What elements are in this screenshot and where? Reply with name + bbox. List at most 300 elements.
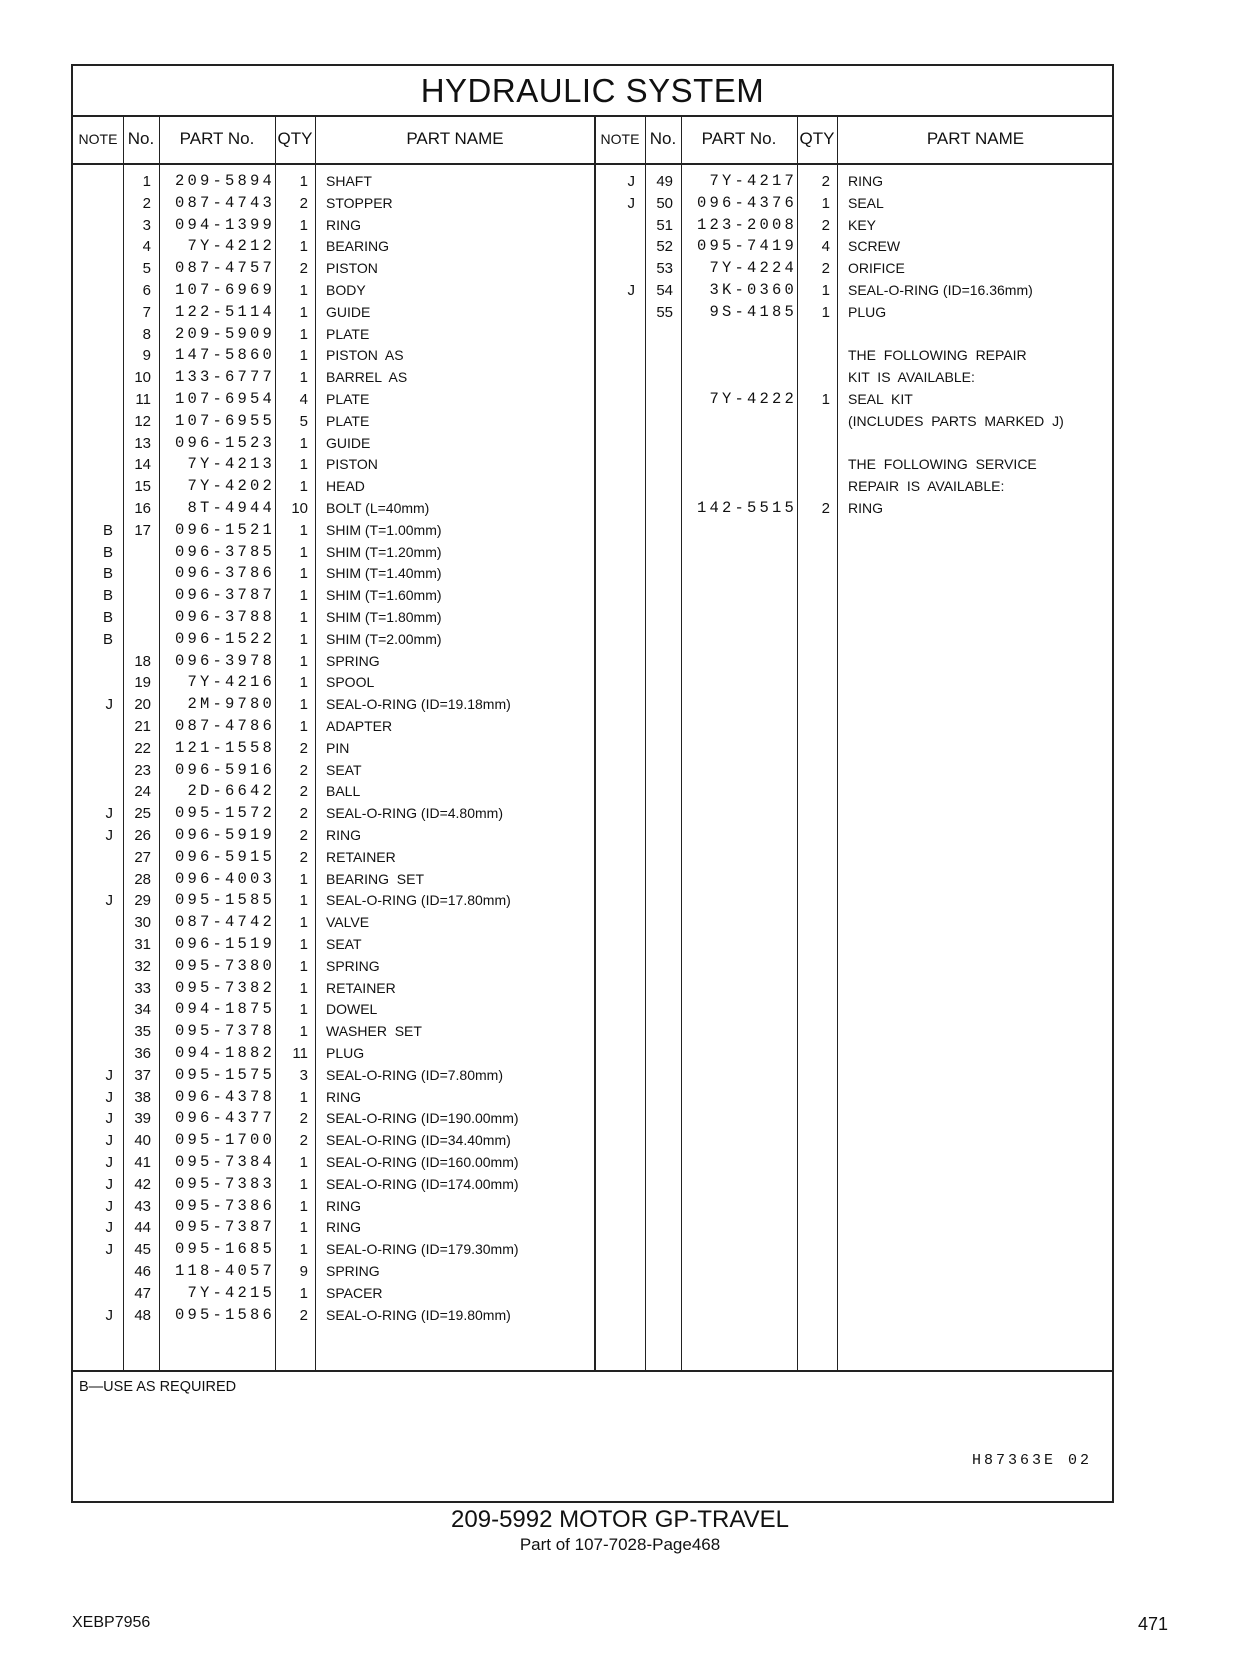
cell-name: SEAL-O-RING (ID=19.18mm) [326,696,511,712]
cell-part: 096-3978 [174,652,275,670]
cell-no: 17 [134,522,151,539]
cell-note: J [105,1067,113,1084]
table-row [73,1260,593,1283]
cell-note [595,475,635,498]
cell-no [645,475,673,498]
cell-no: 41 [134,1154,151,1171]
table-row [73,1304,593,1327]
cell-part [691,475,797,498]
group-caption: 209-5992 MOTOR GP-TRAVEL [451,1506,789,1533]
cell-part: 096-4377 [174,1109,275,1127]
cell-note [595,257,635,280]
cell-no: 6 [142,282,151,299]
cell-qty: 2 [299,1132,308,1149]
cell-name: KEY [848,217,877,233]
cell-name: SPRING [326,653,380,669]
cell-part: 096-3785 [174,543,275,561]
cell-no: 34 [134,1001,151,1018]
table-row [73,541,593,564]
cell-part [691,432,797,455]
cell-name: RING [326,1198,361,1214]
cell-part: 095-1685 [174,1240,275,1258]
cell-name: STOPPER [326,195,393,211]
cell-no: 40 [134,1132,151,1149]
table-row [73,1086,593,1109]
cell-no [645,432,673,455]
cell-no: 48 [134,1307,151,1324]
table-row [595,453,1115,476]
cell-no: 30 [134,914,151,931]
cell-part: 095-7383 [174,1175,275,1193]
table-row [73,671,593,694]
cell-note [73,911,113,934]
cell-qty: 1 [299,674,308,691]
cell-part: 8T-4944 [187,499,275,517]
cell-name: VALVE [326,914,370,930]
cell-part: 7Y-4217 [709,172,797,190]
cell-part [691,366,797,389]
cell-no [123,541,151,564]
cell-qty: 1 [299,456,308,473]
cell-no [645,388,673,411]
cell-note [73,868,113,891]
table-header [73,115,1112,165]
table-row [73,1216,593,1239]
cell-name: SHIM (T=1.40mm) [326,565,442,581]
cell-no: 51 [656,217,673,234]
table-row [73,911,593,934]
cell-part: 095-7386 [174,1197,275,1215]
cell-note: J [627,195,635,212]
cell-part: 2D-6642 [187,782,275,800]
cell-name: RETAINER [326,849,396,865]
cell-qty: 2 [299,805,308,822]
cell-no [123,606,151,629]
table-row [73,759,593,782]
cell-qty: 2 [821,500,830,517]
table-row [73,1042,593,1065]
cell-note [73,715,113,738]
cell-name [848,323,1118,346]
table-row [73,1173,593,1196]
cell-part: 095-1700 [174,1131,275,1149]
table-row [73,1282,593,1305]
parts-table [71,64,1114,1503]
cell-part [691,344,797,367]
cell-part: 118-4057 [174,1262,275,1280]
cell-name: BOLT (L=40mm) [326,500,430,516]
cell-name: SPOOL [326,674,375,690]
cell-name: DOWEL [326,1001,378,1017]
cell-no: 7 [142,304,151,321]
cell-note [595,323,635,346]
cell-note: J [105,1089,113,1106]
table-row [73,453,593,476]
cell-qty: 3 [299,1067,308,1084]
cell-note [73,497,113,520]
cell-part: 107-6955 [174,412,275,430]
cell-name: PLATE [326,326,370,342]
cell-part: 096-3787 [174,586,275,604]
cell-name: SEAT [326,762,362,778]
cell-qty: 1 [299,936,308,953]
table-row [73,780,593,803]
cell-note [73,257,113,280]
cell-no: 13 [134,435,151,452]
cell-note: J [105,1110,113,1127]
cell-name: SEAL [848,195,884,211]
table-row [73,410,593,433]
cell-note [73,388,113,411]
table-row [73,584,593,607]
cell-part [691,410,797,433]
cell-part: 094-1875 [174,1000,275,1018]
cell-part: 095-1585 [174,891,275,909]
cell-note: J [105,696,113,713]
table-row [595,323,1115,346]
cell-name: PLUG [326,1045,365,1061]
cell-part: 7Y-4202 [187,477,275,495]
table-row [73,388,593,411]
cell-note [595,214,635,237]
cell-no: 36 [134,1045,151,1062]
cell-name: BARREL AS [326,369,408,385]
table-row [73,497,593,520]
cell-name: THE FOLLOWING REPAIR [848,347,1027,363]
cell-qty [797,432,830,455]
cell-no: 43 [134,1198,151,1215]
table-row [595,170,1115,193]
table-row [73,977,593,1000]
table-row [73,279,593,302]
cell-part: 107-6954 [174,390,275,408]
cell-name: RING [326,1219,361,1235]
cell-no: 1 [142,173,151,190]
cell-qty: 2 [299,1110,308,1127]
cell-part [691,453,797,476]
cell-note: J [105,827,113,844]
cell-name: PISTON AS [326,347,404,363]
cell-no [645,453,673,476]
cell-qty: 2 [299,849,308,866]
cell-note: J [627,282,635,299]
cell-note [73,1260,113,1283]
cell-no: 38 [134,1089,151,1106]
cell-qty: 2 [299,740,308,757]
table-row [595,301,1115,324]
cell-name [848,432,1118,455]
cell-qty: 5 [299,413,308,430]
cell-qty: 1 [299,653,308,670]
cell-no: 44 [134,1219,151,1236]
cell-name: PIN [326,740,350,756]
cell-note [595,235,635,258]
table-row [595,410,1115,433]
cell-no: 21 [134,718,151,735]
cell-part: 087-4743 [174,194,275,212]
cell-qty: 1 [299,980,308,997]
cell-no: 35 [134,1023,151,1040]
cell-note [595,453,635,476]
cell-no [645,497,673,520]
table-row [73,475,593,498]
table-row [73,868,593,891]
table-row [595,344,1115,367]
cell-part: 147-5860 [174,346,275,364]
table-row [73,344,593,367]
cell-qty: 1 [299,1001,308,1018]
cell-no [123,562,151,585]
cell-part: 094-1882 [174,1044,275,1062]
cell-part: 096-1521 [174,521,275,539]
cell-qty: 2 [299,195,308,212]
cell-name: ORIFICE [848,260,905,276]
cell-qty: 1 [299,1089,308,1106]
cell-note: B [102,522,113,539]
cell-part: 096-4376 [696,194,797,212]
cell-qty [797,410,830,433]
cell-name: THE FOLLOWING SERVICE [848,456,1037,472]
cell-no: 27 [134,849,151,866]
cell-no: 23 [134,762,151,779]
table-row [73,715,593,738]
header-qty-left: QTY [277,129,313,148]
cell-qty: 2 [821,260,830,277]
table-row [73,802,593,825]
cell-name: SEAL-O-RING (ID=17.80mm) [326,892,511,908]
cell-part: 133-6777 [174,368,275,386]
cell-qty: 2 [821,173,830,190]
cell-note [73,671,113,694]
cell-qty: 1 [299,871,308,888]
cell-part: 096-1522 [174,630,275,648]
cell-part: 095-7382 [174,979,275,997]
cell-part: 107-6969 [174,281,275,299]
cell-part [691,323,797,346]
cell-note [595,344,635,367]
table-row [595,214,1115,237]
cell-qty: 1 [821,391,830,408]
cell-name: RING [326,827,361,843]
cell-part: 096-5915 [174,848,275,866]
cell-qty: 1 [299,544,308,561]
cell-qty: 1 [299,173,308,190]
table-row [73,323,593,346]
cell-qty: 1 [299,892,308,909]
cell-name: SEAL-O-RING (ID=4.80mm) [326,805,503,821]
cell-no: 32 [134,958,151,975]
cell-part: 7Y-4215 [187,1284,275,1302]
cell-name: SEAL-O-RING (ID=174.00mm) [326,1176,519,1192]
table-row [595,388,1115,411]
cell-note [73,759,113,782]
cell-note [73,998,113,1021]
cell-note: J [105,1154,113,1171]
cell-name: SPRING [326,958,380,974]
cell-note: B [102,631,113,648]
cell-note [73,955,113,978]
cell-note: J [105,805,113,822]
cell-note [595,432,635,455]
cell-name: RETAINER [326,980,396,996]
cell-note [73,301,113,324]
cell-part: 087-4742 [174,913,275,931]
cell-qty: 1 [299,631,308,648]
cell-no [123,628,151,651]
cell-name: SEAL-O-RING (ID=160.00mm) [326,1154,519,1170]
cell-no: 37 [134,1067,151,1084]
cell-note: J [105,1307,113,1324]
cell-note: J [105,892,113,909]
cell-qty: 1 [299,478,308,495]
table-row [595,366,1115,389]
table-row [73,933,593,956]
cell-part: 2M-9780 [187,695,275,713]
cell-note [595,301,635,324]
cell-no: 45 [134,1241,151,1258]
table-row [73,192,593,215]
cell-name: PLATE [326,413,370,429]
cell-note: J [105,1132,113,1149]
cell-note: B [102,565,113,582]
cell-qty: 1 [821,304,830,321]
cell-no: 9 [142,347,151,364]
cell-qty: 2 [299,260,308,277]
cell-part: 7Y-4213 [187,455,275,473]
table-row [73,366,593,389]
table-row [73,1151,593,1174]
footer-divider [73,1370,1112,1372]
table-row [595,257,1115,280]
cell-name: SHIM (T=2.00mm) [326,631,442,647]
cell-note: B [102,544,113,561]
cell-no [645,323,673,346]
cell-part: 096-1519 [174,935,275,953]
cell-no: 12 [134,413,151,430]
cell-no: 54 [656,282,673,299]
cell-no [123,584,151,607]
cell-note [73,1020,113,1043]
cell-name: SEAL-O-RING (ID=190.00mm) [326,1110,519,1126]
cell-name: BODY [326,282,366,298]
cell-no: 52 [656,238,673,255]
cell-qty: 1 [299,958,308,975]
table-row [73,1238,593,1261]
cell-part: 095-1575 [174,1066,275,1084]
cell-no: 26 [134,827,151,844]
header-partno-right: PART No. [701,129,777,148]
cell-qty: 1 [299,522,308,539]
table-row [73,1020,593,1043]
cell-qty: 1 [299,217,308,234]
cell-name: SPRING [326,1263,380,1279]
cell-qty: 1 [299,1285,308,1302]
cell-qty: 1 [299,1023,308,1040]
cell-name: SHAFT [326,173,372,189]
page-title: HYDRAULIC SYSTEM [73,66,1112,117]
table-row [73,1107,593,1130]
cell-no: 25 [134,805,151,822]
cell-name: SPACER [326,1285,383,1301]
cell-qty: 1 [821,282,830,299]
cell-note [73,1042,113,1065]
cell-qty: 10 [291,500,308,517]
cell-no: 33 [134,980,151,997]
cell-no: 16 [134,500,151,517]
cell-name: KIT IS AVAILABLE: [848,369,975,385]
table-row [595,475,1115,498]
table-row [595,235,1115,258]
cell-name: GUIDE [326,304,371,320]
cell-qty: 9 [299,1263,308,1280]
cell-note: B [102,587,113,604]
cell-qty: 2 [299,783,308,800]
page-number: 471 [1137,1614,1168,1634]
cell-note [73,475,113,498]
cell-qty: 1 [299,435,308,452]
cell-note [73,846,113,869]
cell-note [73,453,113,476]
footnote: B—USE AS REQUIRED [79,1379,237,1395]
cell-part: 096-5919 [174,826,275,844]
cell-part: 209-5909 [174,325,275,343]
cell-qty: 1 [299,1154,308,1171]
illustration-code: H87363E 02 [971,1452,1092,1469]
cell-note: J [105,1241,113,1258]
cell-name: SCREW [848,238,901,254]
cell-qty [797,344,830,367]
cell-part: 095-7387 [174,1218,275,1236]
table-row [73,889,593,912]
cell-part: 7Y-4224 [709,259,797,277]
cell-qty: 2 [299,1307,308,1324]
cell-part: 095-7380 [174,957,275,975]
cell-note [73,933,113,956]
cell-name: SEAL-O-RING (ID=7.80mm) [326,1067,503,1083]
cell-name: BEARING SET [326,871,425,887]
cell-name: RING [848,500,883,516]
cell-no [645,410,673,433]
cell-part: 096-5916 [174,761,275,779]
cell-qty: 1 [299,696,308,713]
cell-qty: 1 [299,1176,308,1193]
cell-no [645,366,673,389]
table-row [73,519,593,542]
table-row [73,170,593,193]
table-row [73,824,593,847]
cell-name: SHIM (T=1.20mm) [326,544,442,560]
cell-part: 087-4786 [174,717,275,735]
cell-note [595,497,635,520]
header-qty-right: QTY [799,129,835,148]
cell-part: 7Y-4216 [187,673,275,691]
cell-part: 096-4003 [174,870,275,888]
header-note-right: NOTE [600,131,640,147]
cell-no: 8 [142,326,151,343]
cell-note [73,650,113,673]
cell-part: 095-7378 [174,1022,275,1040]
cell-qty [797,453,830,476]
cell-name: WASHER SET [326,1023,422,1039]
cell-note [73,977,113,1000]
cell-qty: 2 [299,762,308,779]
cell-no: 28 [134,871,151,888]
cell-qty [797,475,830,498]
cell-qty: 1 [299,347,308,364]
cell-part: 7Y-4212 [187,237,275,255]
table-row [73,955,593,978]
header-no-right: No. [649,129,677,148]
